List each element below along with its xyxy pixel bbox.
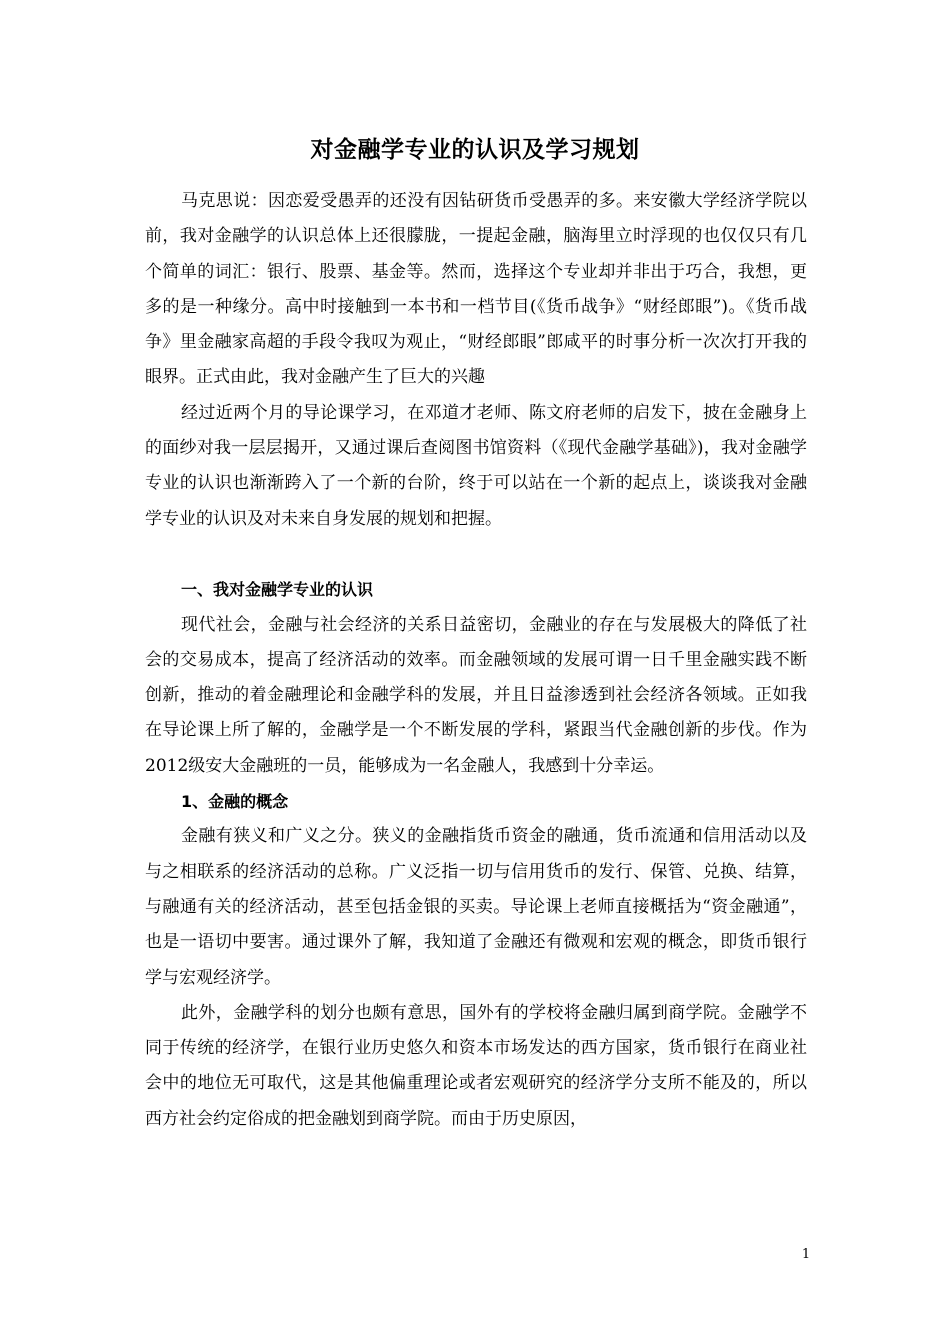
intro-paragraph-2: 经过近两个月的导论课学习，在邓道才老师、陈文府老师的启发下，披在金融身上的面纱对我一层层揭开，又通过课后查阅图书馆资料（《现代金融学基础》)，我对金融学专业的认识也渐渐跨入了一个新的台阶，终于可以站在一个新的起点上，谈谈我对金融学专业的认识及对未来自身发展的规划和把握。 <box>145 402 807 529</box>
section-paragraph: 现代社会，金融与社会经济的关系日益密切，金融业的存在与发展极大的降低了社会的交易成本，提高了经济活动的效率。而金融领域的发展可谓一日千里金融实践不断创新，推动的着金融理论和金融学科的发展，并且日益渗透到社会经济各领域。正如我在导论课上所了解的，金融学是一个不断发展的学科，紧跟当代金融创新的步伐。作为2012级安大金融班的一员，能够成为一名金融人，我感到十分幸运。 <box>145 614 807 776</box>
section-heading: 一、我对金融学专业的认识 <box>181 580 374 600</box>
document-title: 对金融学专业的认识及学习规划 <box>310 137 640 163</box>
subsection-heading: 1、金融的概念 <box>181 792 289 812</box>
intro-paragraph-1: 马克思说：因恋爱受愚弄的还没有因钻研货币受愚弄的多。来安徽大学经济学院以前，我对金融学的认识总体上还很朦胧，一提起金融，脑海里立时浮现的也仅仅只有几个简单的词汇：银行、股票、基金等。然而，选择这个专业却并非出于巧合，我想，更多的是一种缘分。高中时接触到一本书和一档节目(《货币战争》“财经郎眼”)。《货币战争》里金融家高超的手段令我叹为观止，“财经郎眼”郎咸平的时事分析一次次打开我的眼界。正式由此，我对金融产生了巨大的兴趣 <box>145 191 807 388</box>
page-number: 1 <box>801 1247 811 1262</box>
subsection-paragraph-1: 金融有狭义和广义之分。狭义的金融指货币资金的融通，货币流通和信用活动以及与之相联系的经济活动的总称。广义泛指一切与信用货币的发行、保管、兑换、结算，与融通有关的经济活动，甚至包括金银的买卖。导论课上老师直接概括为“资金融通”，也是一语切中要害。通过课外了解，我知道了金融还有微观和宏观的概念，即货币银行学与宏观经济学。 <box>145 826 807 988</box>
subsection-paragraph-2: 此外，金融学科的划分也颇有意思，国外有的学校将金融归属到商学院。金融学不同于传统的经济学，在银行业历史悠久和资本市场发达的西方国家，货币银行在商业社会中的地位无可取代，这是其他偏重理论或者宏观研究的经济学分支所不能及的，所以西方社会约定俗成的把金融划到商学院。而由于历史原因， <box>145 1002 807 1129</box>
document-body <box>145 184 807 1137</box>
paragraph-spacer <box>145 537 807 572</box>
